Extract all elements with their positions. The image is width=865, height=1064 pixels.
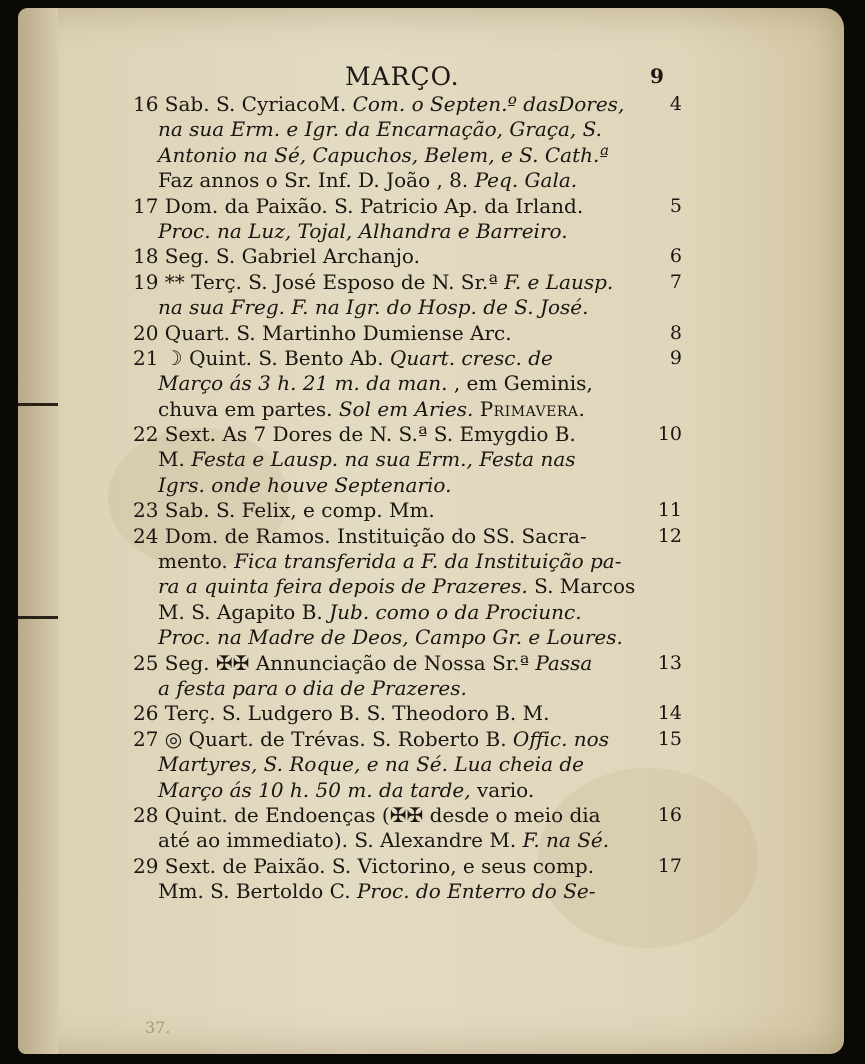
entry-text: na sua Erm. e Igr. da Encarnação, Graça, S. bbox=[158, 117, 602, 142]
day-of-year-number: 12 bbox=[657, 524, 682, 547]
entry-continuation-line bbox=[0, 828, 865, 853]
day-of-year-number: 16 bbox=[657, 803, 682, 826]
entry-continuation-line bbox=[0, 473, 865, 498]
calendar-entry-line bbox=[0, 194, 865, 219]
entry-continuation-line bbox=[0, 168, 865, 193]
entry-text: 21 ☽ Quint. S. Bento Ab. Quart. cresc. de bbox=[133, 345, 553, 370]
entry-continuation-line bbox=[0, 371, 865, 396]
entry-continuation-line bbox=[0, 549, 865, 574]
entry-text: Antonio na Sé, Capuchos, Belem, e S. Cath.ª bbox=[158, 142, 609, 167]
day-of-year-number: 13 bbox=[657, 651, 682, 674]
entry-text: M. Festa e Lausp. na sua Erm., Festa nas bbox=[158, 447, 576, 472]
entry-text: 16 Sab. S. CyriacoM. Com. o Septen.º dasDores, bbox=[133, 92, 625, 116]
entry-text: 29 Sext. de Paixão. S. Victorino, e seus comp. bbox=[133, 853, 595, 878]
entry-continuation-line bbox=[0, 143, 865, 168]
day-of-year-number: 10 bbox=[657, 423, 682, 446]
entry-text: na sua Freg. F. na Igr. do Hosp. de S. José. bbox=[158, 295, 589, 320]
entry-text: Faz annos o Sr. Inf. D. João , 8. Peq. Gala. bbox=[158, 168, 578, 193]
calendar-entry-line bbox=[0, 701, 865, 726]
entry-continuation-line bbox=[0, 295, 865, 320]
entry-text: mento. Fica transferida a F. da Instituição pa- bbox=[158, 549, 622, 574]
entry-continuation-line bbox=[0, 397, 865, 422]
entry-text: 18 Seg. S. Gabriel Archanjo. bbox=[133, 244, 420, 269]
entry-continuation-line bbox=[0, 574, 865, 599]
day-of-year-number: 15 bbox=[657, 727, 682, 750]
calendar-entry-line bbox=[0, 92, 865, 117]
day-of-year-number: 6 bbox=[669, 245, 682, 268]
day-of-year-number: 4 bbox=[669, 93, 682, 115]
entry-text: 25 Seg. ✠✠ Annunciação de Nossa Sr.ª Passa bbox=[133, 650, 593, 675]
calendar-entry-line bbox=[0, 270, 865, 295]
entry-text: chuva em partes. Sol em Aries. Primavera. bbox=[158, 396, 586, 421]
calendar-entry-line bbox=[0, 727, 865, 752]
entry-text: Proc. na Madre de Deos, Campo Gr. e Loures. bbox=[158, 625, 623, 650]
calendar-entry-line bbox=[0, 803, 865, 828]
entry-text: 22 Sext. As 7 Dores de N. S.ª S. Emygdio B. bbox=[133, 422, 576, 447]
page-title: MARÇO. bbox=[345, 62, 460, 91]
entry-text: a festa para o dia de Prazeres. bbox=[158, 675, 467, 700]
page-number: 9 bbox=[650, 64, 664, 88]
entry-text: Março ás 10 h. 50 m. da tarde, vario. bbox=[158, 777, 535, 802]
entry-text: Martyres, S. Roque, e na Sé. Lua cheia de bbox=[158, 752, 584, 777]
day-of-year-number: 9 bbox=[669, 346, 682, 369]
entry-text: 23 Sab. S. Felix, e comp. Mm. bbox=[133, 498, 435, 523]
calendar-entry-line bbox=[0, 321, 865, 346]
entry-text: Proc. na Luz, Tojal, Alhandra e Barreiro. bbox=[158, 218, 568, 243]
entry-continuation-line bbox=[0, 752, 865, 777]
day-of-year-number: 14 bbox=[657, 702, 682, 725]
entry-text: 24 Dom. de Ramos. Instituição do SS. Sacra- bbox=[133, 523, 587, 548]
day-of-year-number: 17 bbox=[657, 854, 682, 877]
day-of-year-number: 11 bbox=[657, 499, 682, 522]
entry-continuation-line bbox=[0, 879, 865, 904]
entry-text: ra a quinta feira depois de Prazeres. S. Marcos bbox=[158, 574, 636, 599]
calendar-entry-line bbox=[0, 244, 865, 269]
page-header bbox=[0, 58, 865, 92]
footer-mark: 37. bbox=[145, 1018, 171, 1037]
day-of-year-number: 5 bbox=[669, 194, 682, 217]
entry-continuation-line bbox=[0, 117, 865, 142]
entry-text: 26 Terç. S. Ludgero B. S. Theodoro B. M. bbox=[133, 701, 550, 726]
entry-text: 17 Dom. da Paixão. S. Patricio Ap. da Irland. bbox=[133, 193, 584, 218]
entry-text: 19 ** Terç. S. José Esposo de N. Sr.ª F. e Lausp. bbox=[133, 269, 614, 294]
entry-continuation-line bbox=[0, 625, 865, 650]
calendar-entry-line bbox=[0, 854, 865, 879]
calendar-entry-line bbox=[0, 524, 865, 549]
day-of-year-number: 7 bbox=[669, 270, 682, 293]
entry-continuation-line bbox=[0, 219, 865, 244]
calendar-entry-line bbox=[0, 498, 865, 523]
entry-continuation-line bbox=[0, 676, 865, 701]
entry-continuation-line bbox=[0, 447, 865, 472]
entry-text: M. S. Agapito B. Jub. como o da Prociunc. bbox=[158, 599, 582, 624]
entry-text: até ao immediato). S. Alexandre M. F. na Sé. bbox=[158, 828, 610, 853]
calendar-entry-line bbox=[0, 651, 865, 676]
entry-text: Março ás 3 h. 21 m. da man. , em Geminis, bbox=[158, 371, 593, 396]
entry-text: 28 Quint. de Endoenças (✠✠ desde o meio dia bbox=[133, 802, 601, 827]
day-of-year-number: 8 bbox=[669, 321, 682, 344]
calendar-entry-line bbox=[0, 346, 865, 371]
entry-text: Mm. S. Bertoldo C. Proc. do Enterro do Se- bbox=[158, 879, 596, 904]
entry-text: Igrs. onde houve Septenario. bbox=[158, 472, 452, 497]
entry-continuation-line bbox=[0, 600, 865, 625]
entry-text: 20 Quart. S. Martinho Dumiense Arc. bbox=[133, 320, 512, 345]
entry-continuation-line bbox=[0, 778, 865, 803]
entry-text: 27 ◎ Quart. de Trévas. S. Roberto B. Offic. nos bbox=[133, 726, 609, 751]
calendar-entry-line bbox=[0, 422, 865, 447]
calendar-entries bbox=[0, 92, 865, 905]
